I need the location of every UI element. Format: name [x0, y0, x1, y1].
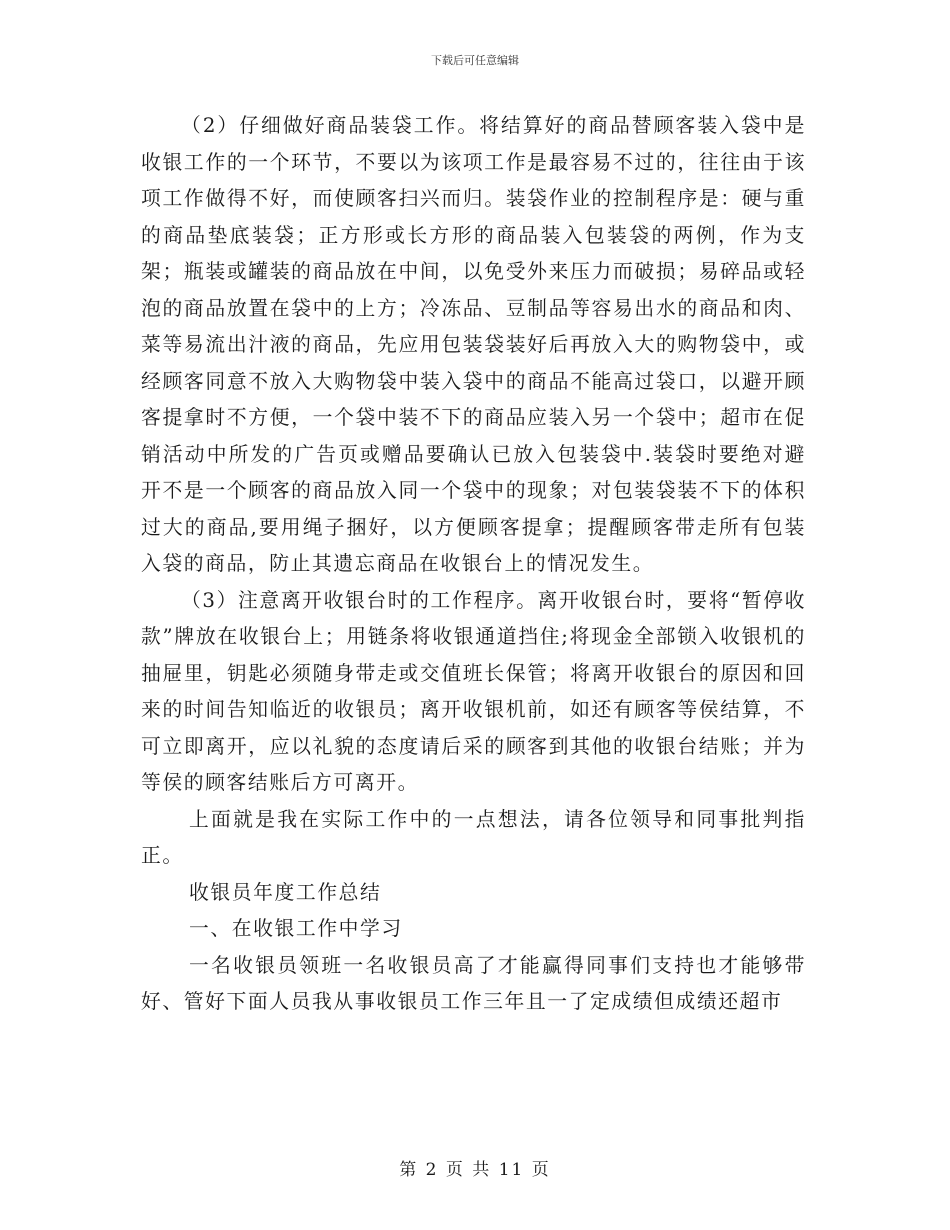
- paragraph-leaving-counter: （3）注意离开收银台时的工作程序。离开收银台时，要将“暂停收款”牌放在收银台上；用链条将收银通道挡住;将现金全部锁入收银机的抽屉里，钥匙必须随身带走或交值班长保管；将离开收银台的原因和回来的时间告知临近的收银员；离开收银机前，如还有顾客等侯结算，不可立即离开，应以礼貌的态度请后采的顾客到其他的收银台结账；并为等侯的顾客结账后方可离开。: [141, 588, 806, 794]
- page-header: 下载后可任意编辑: [431, 54, 519, 67]
- paragraph-bagging: （2）仔细做好商品装袋工作。将结算好的商品替顾客装入袋中是收银工作的一个环节，不要以为该项工作是最容易不过的，往往由于该项工作做得不好，而使顾客扫兴而归。装袋作业的控制程序是：硬与重的商品垫底装袋；正方形或长方形的商品装入包装袋的两例，作为支架；瓶装或罐装的商品放在中间，以免受外来压力而破损；易碎品或轻泡的商品放置在袋中的上方；冷冻品、豆制品等容易出水的商品和肉、菜等易流出汁液的商品，先应用包装袋装好后再放入大的购物袋中，或经顾客同意不放入大购物袋中装入袋中的商品不能高过袋口，以避开顾客提拿时不方便，一个袋中装不下的商品应装入另一个袋中；超市在促销活动中所发的广告页或赠品要确认已放入包装袋中.装袋时要绝对避开不是一个顾客的商品放入同一个袋中的现象；对包装袋装不下的体积过大的商品,要用绳子捆好，以方便顾客提拿；提醒顾客带走所有包装入袋的商品，防止其遗忘商品在收银台上的情况发生。: [141, 114, 806, 575]
- page-number: 第 2 页 共 11 页: [399, 1160, 551, 1180]
- document-body: [141, 108, 806, 1021]
- section-title: 收银员年度工作总结: [189, 880, 382, 904]
- subsection-title: 一、在收银工作中学习: [189, 917, 403, 940]
- paragraph-summary-start: 一名收银员领班一名收银员高了才能赢得同事们支持也才能够带好、管好下面人员我从事收银员工作三年且一了定成绩但成绩还超市: [141, 953, 806, 1013]
- paragraph-closing-remarks: 上面就是我在实际工作中的一点想法，请各位领导和同事批判指正。: [141, 807, 806, 867]
